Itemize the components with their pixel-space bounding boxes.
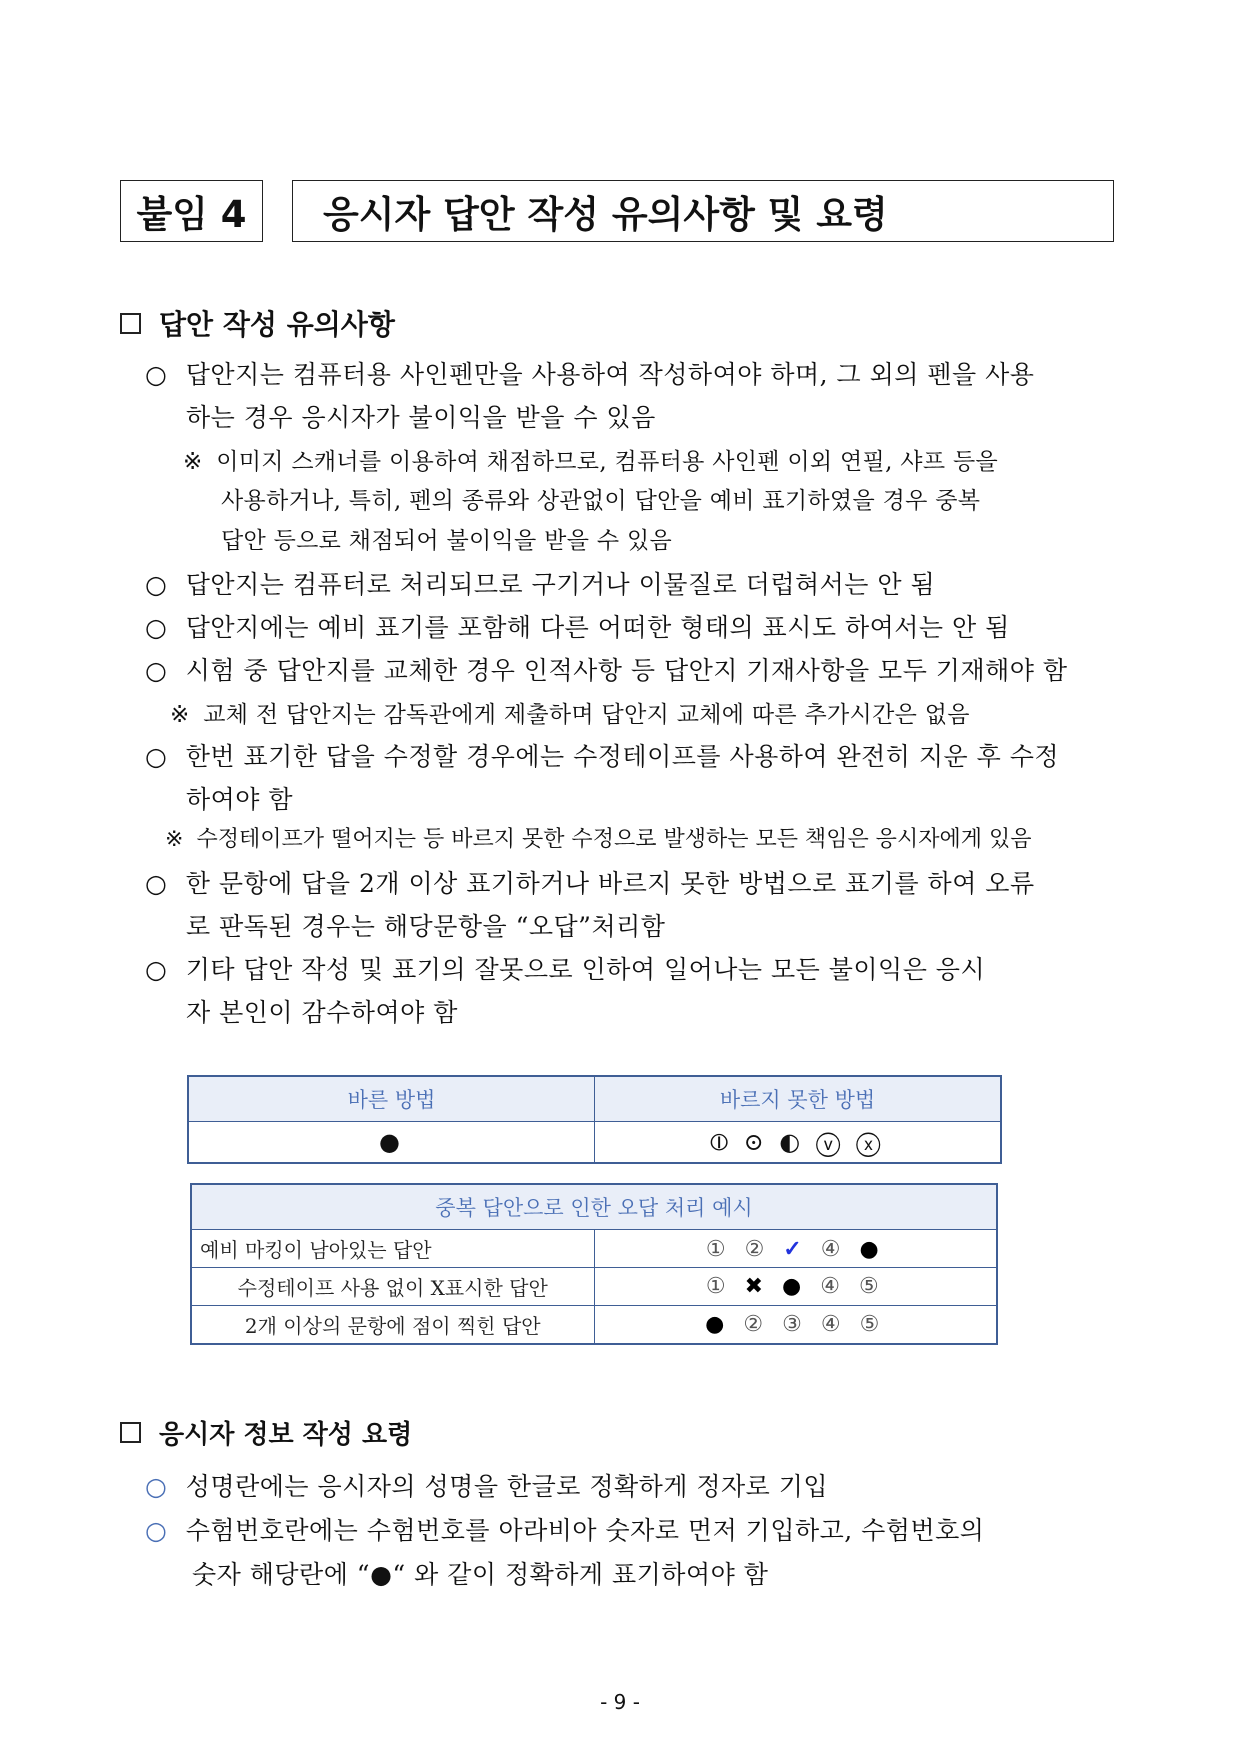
section2-item2-line2: 숫자 해당란에 “●“ 와 같이 정확하게 표기하여야 함 <box>192 1560 769 1589</box>
x-mark-icon: ✖ <box>744 1274 769 1299</box>
correct-mark-cell <box>188 1122 595 1164</box>
item7-line2: 자 본인이 감수하여야 함 <box>186 998 458 1027</box>
item7-line1: ○ 기타 답안 작성 및 표기의 잘못으로 인하여 일어나는 모든 불이익은 응시 <box>145 955 986 984</box>
page-number: - 9 - <box>600 1690 640 1714</box>
correct-method-header: 바른 방법 <box>188 1076 595 1122</box>
circle-bullet-icon: ○ <box>145 613 168 642</box>
table-row <box>191 1306 997 1345</box>
note1-line3: 답안 등으로 채점되어 불이익을 받을 수 있음 <box>221 528 672 554</box>
page-title: 응시자 답안 작성 유의사항 및 요령 <box>323 193 888 236</box>
section2-item2-line1: ○ 수험번호란에는 수험번호를 아라비아 숫자로 먼저 기입하고, 수험번호의 <box>145 1516 985 1545</box>
wrong-method-header: 바르지 못한 방법 <box>595 1076 1002 1122</box>
note1-line1: ※ 이미지 스캐너를 이용하여 채점하므로, 컴퓨터용 사인펜 이외 연필, 샤프 등을 <box>183 449 998 475</box>
row-label: 예비 마킹이 남아있는 답안 <box>191 1230 594 1268</box>
note-mark-icon: ※ <box>170 702 190 728</box>
wrong-marks-icons: ⦶ ⊙ ◐ ⓥ ⓧ <box>710 1128 885 1156</box>
item2: ○ 답안지는 컴퓨터로 처리되므로 구기거나 이물질로 더럽혀서는 안 됨 <box>145 570 936 599</box>
item6-line1: ○ 한 문항에 답을 2개 이상 표기하거나 바르지 못한 방법으로 표기를 하여 오류 <box>145 869 1035 898</box>
row-symbols: ① ② ✓ ④ ● <box>594 1230 997 1268</box>
circle-bullet-icon: ○ <box>145 869 168 898</box>
note-mark-icon: ※ <box>165 827 184 852</box>
item6-line2: 로 판독된 경우는 해당문항을 “오답”처리함 <box>186 912 666 941</box>
example-table-header: 중복 답안으로 인한 오답 처리 예시 <box>191 1184 997 1230</box>
item3: ○ 답안지에는 예비 표기를 포함해 다른 어떠한 형태의 표시도 하여서는 안 됨 <box>145 613 1010 642</box>
circle-bullet-icon: ○ <box>145 656 168 685</box>
attachment-tag-text: 붙임 4 <box>136 193 247 236</box>
row-symbols: ① ✖ ● ④ ⑤ <box>594 1268 997 1306</box>
filled-circle-icon: ● <box>782 1274 808 1299</box>
circle-bullet-icon: ○ <box>145 1472 168 1501</box>
wrong-answer-example-table <box>190 1183 998 1345</box>
filled-circle-icon: ● <box>859 1236 885 1262</box>
section2-heading-text: 응시자 정보 작성 요령 <box>159 1420 413 1450</box>
checkmark-icon: ✓ <box>783 1235 808 1262</box>
circle-bullet-icon: ○ <box>145 1516 168 1545</box>
circle-bullet-icon: ○ <box>145 360 168 389</box>
note3: ※ 수정테이프가 떨어지는 등 바르지 못한 수정으로 발생하는 모든 책임은 응시자에게 있음 <box>165 827 1032 852</box>
filled-circle-icon: ● <box>705 1312 731 1337</box>
note-mark-icon: ※ <box>183 449 203 475</box>
page-title-box <box>292 180 1114 242</box>
table-row <box>191 1230 997 1268</box>
section2-item1: ○ 성명란에는 응시자의 성명을 한글로 정확하게 정자로 기입 <box>145 1472 829 1501</box>
circle-bullet-icon: ○ <box>145 742 168 771</box>
item1-line1: ○ 답안지는 컴퓨터용 사인펜만을 사용하여 작성하여야 하며, 그 외의 펜을 사용 <box>145 360 1035 389</box>
circle-bullet-icon: ○ <box>145 570 168 599</box>
note2: ※ 교체 전 답안지는 감독관에게 제출하며 답안지 교체에 따른 추가시간은 없음 <box>170 702 970 728</box>
checkbox-icon <box>120 313 141 334</box>
checkbox-icon <box>120 1422 141 1443</box>
item5-line2: 하여야 함 <box>186 785 294 814</box>
filled-circle-icon: ● <box>379 1128 404 1156</box>
circle-bullet-icon: ○ <box>145 955 168 984</box>
section1-heading <box>120 303 395 343</box>
row-symbols: ● ② ③ ④ ⑤ <box>594 1306 997 1345</box>
marking-method-table <box>187 1075 1002 1164</box>
table-row <box>191 1268 997 1306</box>
section1-heading-text: 답안 작성 유의사항 <box>159 308 395 341</box>
item4: ○ 시험 중 답안지를 교체한 경우 인적사항 등 답안지 기재사항을 모두 기재해야 함 <box>145 656 1068 685</box>
section2-heading <box>120 1414 412 1451</box>
wrong-marks-cell <box>595 1122 1002 1164</box>
row-label: 수정테이프 사용 없이 X표시한 답안 <box>191 1268 594 1306</box>
item1-line2: 하는 경우 응시자가 불이익을 받을 수 있음 <box>186 403 656 432</box>
note1-line2: 사용하거나, 특히, 펜의 종류와 상관없이 답안을 예비 표기하였을 경우 중복 <box>221 488 981 514</box>
attachment-tag <box>120 180 263 242</box>
row-label: 2개 이상의 문항에 점이 찍힌 답안 <box>191 1306 594 1345</box>
item5-line1: ○ 한번 표기한 답을 수정할 경우에는 수정테이프를 사용하여 완전히 지운 후 수정 <box>145 742 1060 771</box>
